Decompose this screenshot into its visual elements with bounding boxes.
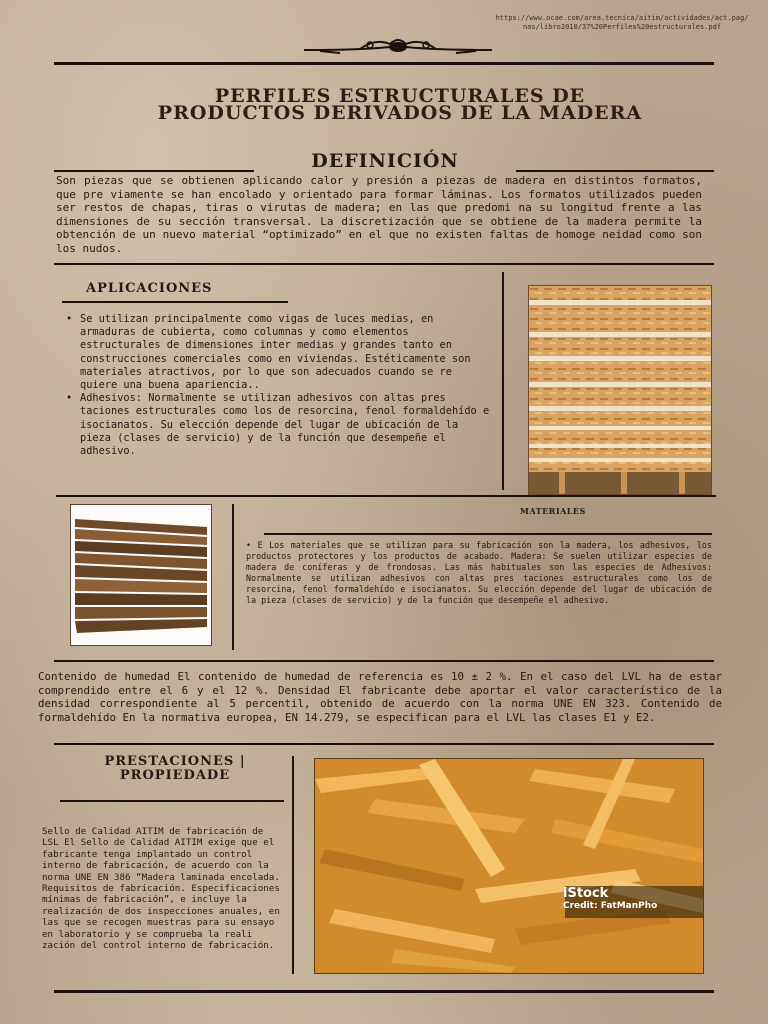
osb-beams-drawing	[529, 286, 711, 494]
rule-apl	[62, 301, 288, 303]
rule-apl-vertical	[502, 272, 504, 490]
rule-humidity-top	[54, 660, 714, 662]
humidity-text: Contenido de humedad El contenido de humedad de referencia es 10 ± 2 %. En el caso del LVL ha de estar comprendido entre el 6 y el 12 %. Densidad El fabricante debe aportar el valor característico de la densidad correspondiente al 5 percentil, obtenido de acuerdo con la norma UNE EN 323. Contenido de formaldehído En la normativa europea, EN 14.279, se especifican para el LVL las clases E1 y E2.	[38, 670, 722, 724]
ornament-divider	[300, 36, 496, 58]
rule-def-bottom	[54, 263, 714, 265]
list-item: • Adhesivos: Normalmente se utilizan adhesivos con altas pres taciones estructurales como los de resorcina, fenol formaldehído e isocianatos. Su elección depende del lugar de ubicación de la pieza (clases de servicio) y de la función que desempeñe el adhesivo.	[66, 392, 492, 458]
rule-mat-vertical	[232, 504, 234, 650]
rule-bottom	[54, 990, 714, 993]
osb-closeup-image	[314, 758, 704, 974]
osb-closeup-drawing	[315, 759, 703, 973]
watermark-brand: iStock	[563, 886, 609, 901]
watermark-credit: Credit: FatManPho	[563, 901, 658, 911]
rule-mid	[56, 495, 716, 497]
rule-def-left	[54, 170, 254, 172]
page-title: PERFILES ESTRUCTURALES DE PRODUCTOS DERIVADOS DE LA MADERA	[157, 85, 643, 124]
materials-heading: MATERIALES	[520, 506, 586, 516]
rule-def-right	[516, 170, 714, 172]
stock-watermark	[563, 888, 657, 912]
performance-text: Sello de Calidad AITIM de fabricación de LSL El Sello de Calidad AITIM exige que el fabricante tenga implantado un control interno de fabricación, de acuerdo con la norma UNE EN 386 “Madera laminada encolada. Requisitos de fabricación. Especificaciones mínimas de fabricación”, e incluye la realización de dos inspecciones anuales, en las que se recogen muestras para su ensayo en laboratorio y se comprueba la reali zación del control interno de fabricación.	[42, 826, 280, 952]
rule-prest-vertical	[292, 756, 294, 974]
osb-beams-image	[528, 285, 712, 495]
timber-stack-image	[70, 504, 212, 646]
definition-heading: DEFINICIÓN	[311, 150, 459, 172]
applications-heading: APLICACIONES	[86, 281, 213, 296]
definition-text: Son piezas que se obtienen aplicando calor y presión a piezas de madera en distintos formatos, que pre viamente se han encolado y orientado para formar láminas. Los formatos utilizados pueden ser restos de chapas, tiras o virutas de madera; en las que predomi na su longitud frente a las dimensiones de su sección transversal. La discretización que se obtiene de la madera permite la obtención de un nuevo material “optimizado” en el que no existen faltas de homoge neidad como son los nudos.	[56, 174, 702, 255]
rule-top	[54, 62, 714, 65]
rule-prest	[60, 800, 284, 802]
rule-mat	[264, 533, 712, 535]
applications-list	[66, 313, 492, 458]
list-item: • Se utilizan principalmente como vigas de luces medias, en armaduras de cubierta, como columnas y como elementos estructurales de dimensiones inter medias y grandes tanto en construcciones comerciales como en viviendas. Estéticamente son materiales atractivos, por lo que son adecuados cuando se re quiere una buena apariencia..	[66, 313, 492, 392]
performance-heading: PRESTACIONES | PROPIEDADE	[104, 754, 246, 783]
rule-prest-top	[54, 743, 714, 745]
source-url: https://www.ocae.com/area.tecnica/aitim/actividades/act.pag/ nas/libro2010/37%20Perfiles%20estructurales.pdf	[495, 14, 749, 31]
timber-stack-drawing	[71, 505, 211, 645]
materials-text: • E Los materiales que se utilizan para su fabricación son la madera, los adhesivos, los productos protectores y los productos de acabado. Madera: Se suelen utilizar especies de madera de coníferas y de frondosas. Las más habituales son las especies de Adhesivos: Normalmente se utilizan adhesivos con altas pres taciones estructurales como los de resorcina, fenol formaldehído e isocianatos. Su elección depende del lugar de ubicación de la pieza (clases de servicio) y de la función que desempeñe el adhesivo.	[246, 540, 712, 605]
